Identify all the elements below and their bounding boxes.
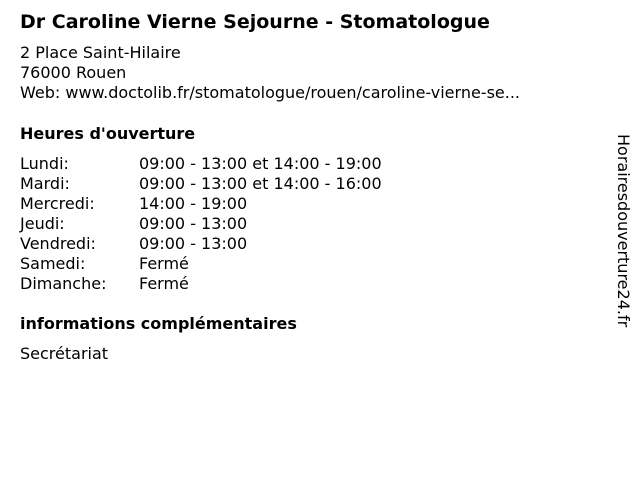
address-street: 2 Place Saint-Hilaire	[20, 43, 181, 62]
hours-heading: Heures d'ouverture	[20, 124, 196, 143]
page-title: Dr Caroline Vierne Sejourne - Stomatologue	[20, 11, 490, 33]
time-value: 09:00 - 13:00 et 14:00 - 16:00	[139, 174, 382, 193]
time-value: 09:00 - 13:00 et 14:00 - 19:00	[139, 154, 382, 173]
day-label: Mardi:	[20, 174, 70, 193]
address-block	[20, 43, 520, 103]
address-city: 76000 Rouen	[20, 63, 127, 82]
time-value: Fermé	[139, 274, 189, 293]
watermark-text: Horairesdouverture24.fr	[614, 134, 633, 328]
day-label: Mercredi:	[20, 194, 95, 213]
info-text: Secrétariat	[20, 344, 109, 363]
day-label: Lundi:	[20, 154, 69, 173]
day-label: Dimanche:	[20, 274, 107, 293]
time-value: 09:00 - 13:00	[139, 234, 248, 253]
info-heading: informations complémentaires	[20, 314, 297, 333]
time-value: Fermé	[139, 254, 189, 273]
day-label: Vendredi:	[20, 234, 96, 253]
time-value: 14:00 - 19:00	[139, 194, 248, 213]
address-web: Web: www.doctolib.fr/stomatologue/rouen/caroline-vierne-se...	[20, 83, 521, 102]
day-label: Samedi:	[20, 254, 86, 273]
time-value: 09:00 - 13:00	[139, 214, 248, 233]
day-label: Jeudi:	[20, 214, 65, 233]
